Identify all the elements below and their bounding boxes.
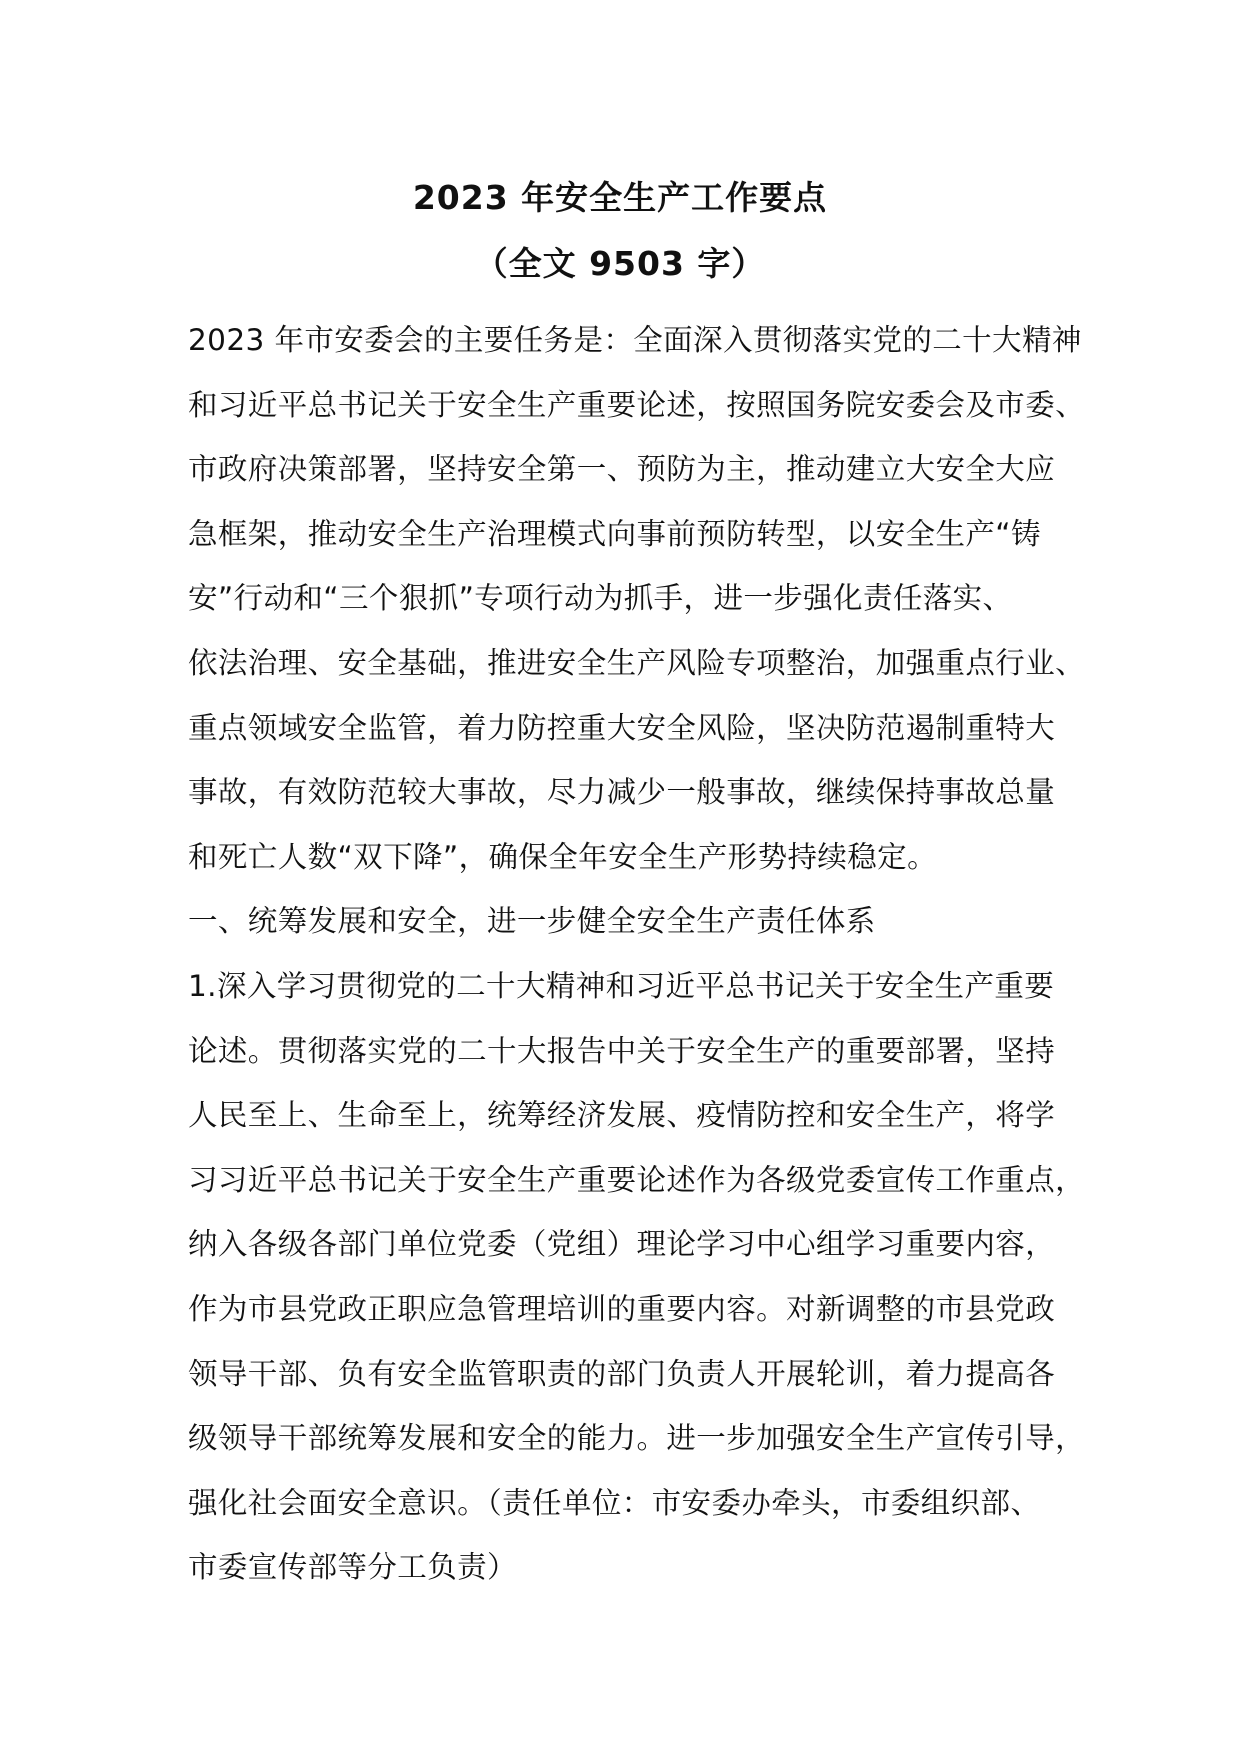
text-line: 领导干部、负有安全监管职责的部门负责人开展轮训，着力提高各	[188, 1356, 1056, 1391]
section-heading-1	[188, 889, 1078, 954]
paragraph-item-1	[188, 954, 1086, 1600]
text-line: 强化社会面安全意识。（责任单位：市安委办牵头，市委组织部、	[188, 1485, 1041, 1520]
document-title: 2023 年安全生产工作要点	[412, 178, 828, 217]
text-line: 事故，有效防范较大事故，尽力减少一般事故，继续保持事故总量	[188, 775, 1056, 810]
text-line: 市委宣传部等分工负责）	[188, 1550, 517, 1585]
text-line: 纳入各级各部门单位党委（党组）理论学习中心组学习重要内容，	[188, 1227, 1056, 1262]
paragraph-intro	[188, 308, 1086, 889]
text-line: 2023 年市安委会的主要任务是：全面深入贯彻落实党的二十大精神	[188, 323, 1082, 357]
text-line: 依法治理、安全基础，推进安全生产风险专项整治，加强重点行业、	[188, 645, 1086, 680]
text-line: 一、统筹发展和安全，进一步健全安全生产责任体系	[188, 904, 876, 939]
document-body	[188, 308, 1086, 1600]
text-line: 作为市县党政正职应急管理培训的重要内容。对新调整的市县党政	[188, 1291, 1056, 1326]
text-line: 1.深入学习贯彻党的二十大精神和习近平总书记关于安全生产重要	[188, 968, 1055, 1003]
text-line: 和死亡人数“双下降”，确保全年安全生产形势持续稳定。	[188, 839, 937, 874]
document-subtitle: （全文 9503 字）	[474, 244, 766, 283]
text-line: 级领导干部统筹发展和安全的能力。进一步加强安全生产宣传引导，	[188, 1421, 1086, 1456]
text-line: 重点领域安全监管，着力防控重大安全风险，坚决防范遏制重特大	[188, 710, 1056, 745]
text-line: 急框架，推动安全生产治理模式向事前预防转型，以安全生产“铸	[188, 516, 1041, 551]
text-line: 市政府决策部署，坚持安全第一、预防为主，推动建立大安全大应	[188, 452, 1056, 487]
text-line: 人民至上、生命至上，统筹经济发展、疫情防控和安全生产，将学	[188, 1098, 1056, 1133]
text-line: 和习近平总书记关于安全生产重要论述，按照国务院安委会及市委、	[188, 387, 1086, 422]
text-line: 论述。贯彻落实党的二十大报告中关于安全生产的重要部署，坚持	[188, 1033, 1056, 1068]
text-line: 习习近平总书记关于安全生产重要论述作为各级党委宣传工作重点，	[188, 1162, 1086, 1197]
text-line: 安”行动和“三个狠抓”专项行动为抓手，进一步强化责任落实、	[188, 581, 1013, 616]
